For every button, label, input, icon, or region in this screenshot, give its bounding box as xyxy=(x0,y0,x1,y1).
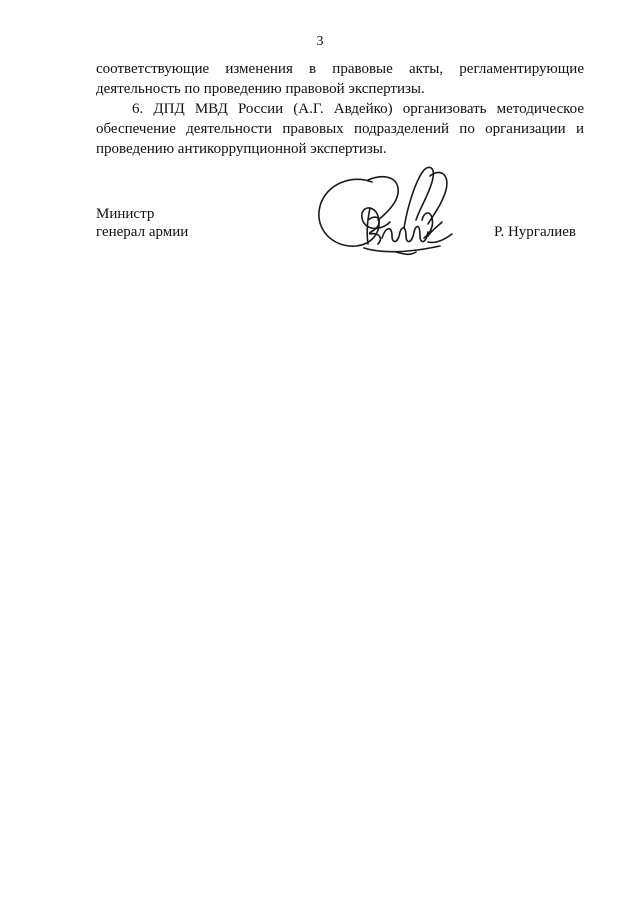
text-line: соответствующие изменения в правовые акты, регламентирующие xyxy=(96,61,584,77)
signer-position: Министр xyxy=(96,206,155,222)
handwritten-signature xyxy=(312,160,462,265)
text-line: 6. ДПД МВД России (А.Г. Авдейко) организовать методическое xyxy=(132,101,584,117)
text-line: деятельность по проведению правовой экспертизы. xyxy=(96,81,425,97)
signer-rank: генерал армии xyxy=(96,224,189,240)
text-line: проведению антикоррупционной экспертизы. xyxy=(96,141,387,157)
signer-name: Р. Нургалиев xyxy=(494,224,576,240)
page-number: 3 xyxy=(316,34,324,49)
text-line: обеспечение деятельности правовых подразделений по организации и xyxy=(96,121,584,137)
paragraph-continuation xyxy=(96,59,584,99)
paragraph-item-6 xyxy=(96,99,584,159)
